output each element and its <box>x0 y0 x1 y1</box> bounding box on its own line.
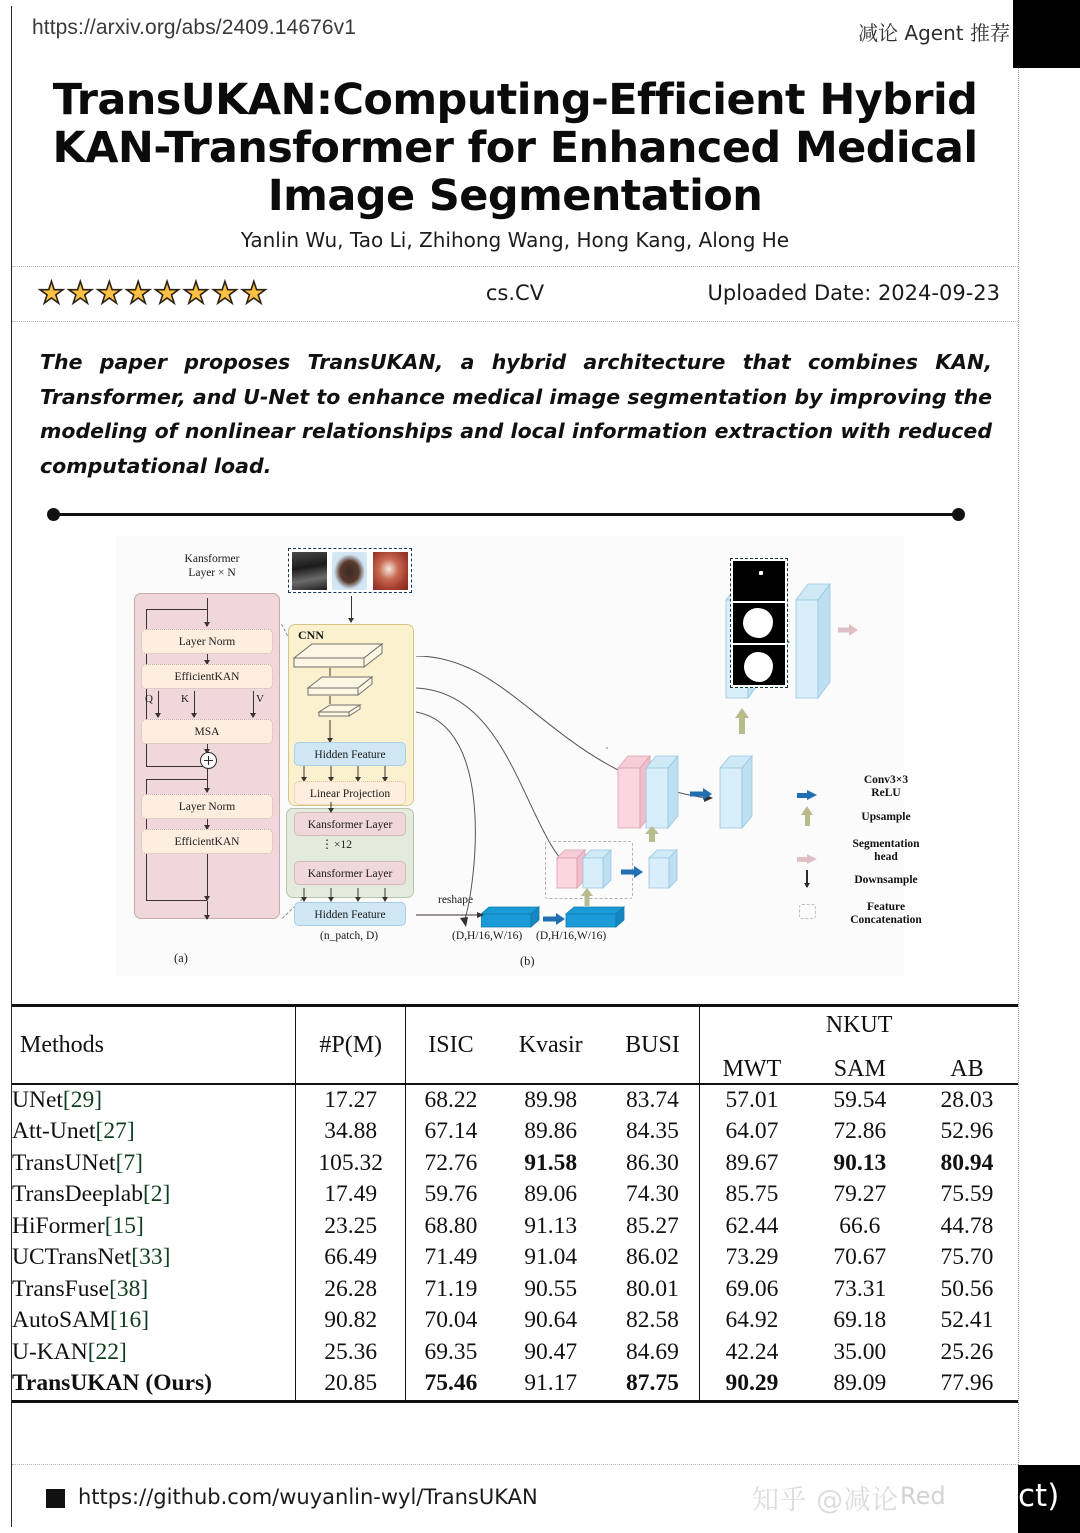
cell-sam: 73.31 <box>833 1275 887 1302</box>
section-rule <box>52 513 960 516</box>
v-label: V <box>256 693 264 705</box>
footer-bullet-icon <box>46 1489 65 1508</box>
kansformer-layer-block-2: Kansformer Layer <box>294 861 406 885</box>
star-icon: ★ <box>124 276 152 311</box>
row-method: HiFormer[15] <box>12 1212 144 1239</box>
results-table <box>12 1004 1018 1403</box>
right-arrow-icon <box>790 846 824 864</box>
cell-isic: 67.14 <box>406 1116 496 1148</box>
input-to-cnn-arrow <box>351 596 352 622</box>
cell-params: 17.49 <box>296 1179 406 1211</box>
cell-busi: 74.30 <box>626 1181 679 1208</box>
cell-isic: 59.76 <box>406 1179 496 1211</box>
cell-ab: 28.03 <box>940 1086 994 1113</box>
cell-isic: 71.49 <box>406 1242 496 1274</box>
cnn-label: CNN <box>298 628 324 642</box>
reshape-arrow <box>416 908 484 922</box>
flow-arrow-out <box>207 901 208 919</box>
meta-row <box>12 267 1018 321</box>
mask-skin-lesion <box>733 603 785 643</box>
cell-params: 26.28 <box>296 1274 406 1306</box>
rule-dot-left <box>47 508 60 521</box>
agent-recommendation-tag: 减论 Agent 推荐 <box>858 21 1010 45</box>
q-arrow <box>158 691 159 717</box>
table-row <box>12 1337 1018 1369</box>
cell-kvasir: 91.17 <box>524 1370 578 1397</box>
ultrasound-sample-image <box>292 552 327 590</box>
page-title: TransUKAN:Computing-Efficient Hybrid KAN-Transformer for Enhanced Medical Image Segmentation <box>52 75 978 221</box>
cell-sam: 79.27 <box>833 1181 887 1208</box>
zhihu-watermark-overlap: Red <box>900 1482 946 1510</box>
v-arrow <box>253 691 254 717</box>
cell-params: 23.25 <box>296 1211 406 1243</box>
cell-params: 90.82 <box>296 1305 406 1337</box>
legend-label-conv: Conv3×3 ReLU <box>863 774 909 799</box>
cell-sam: 70.67 <box>833 1244 887 1271</box>
k-label: K <box>181 693 189 705</box>
cell-isic: 70.04 <box>406 1305 496 1337</box>
title-block <box>12 68 1018 264</box>
up-arrow-icon <box>790 806 824 831</box>
residual-branch-2 <box>146 779 207 780</box>
figure-legend <box>790 770 950 930</box>
cell-sam: 66.6 <box>839 1212 881 1239</box>
flow-arrow-down <box>207 654 208 664</box>
hidden-feature-block-1: Hidden Feature <box>294 742 406 766</box>
results-table-wrapper <box>12 1004 1018 1403</box>
divider-below-meta <box>12 321 1018 322</box>
column-header-sam: SAM <box>833 1056 886 1082</box>
star-icon: ★ <box>240 276 268 311</box>
decoder-level-1 <box>541 836 751 908</box>
table-row <box>12 1242 1018 1274</box>
cell-kvasir: 89.06 <box>524 1181 578 1208</box>
uploaded-date: Uploaded Date: 2024-09-23 <box>707 281 1000 305</box>
cell-busi: 86.30 <box>626 1149 679 1176</box>
cell-ab: 52.41 <box>940 1307 994 1334</box>
column-header-isic: ISIC <box>406 1007 496 1083</box>
cell-sam: 35.00 <box>833 1338 887 1365</box>
column-header-params: #P(M) <box>296 1007 406 1083</box>
cell-kvasir: 89.98 <box>524 1086 578 1113</box>
cell-isic: 75.46 <box>406 1368 496 1400</box>
cell-mwt: 57.01 <box>700 1085 804 1117</box>
cell-mwt: 73.29 <box>700 1242 804 1274</box>
cell-kvasir: 90.55 <box>524 1275 578 1302</box>
proj-to-kansformer-arrow <box>286 802 416 814</box>
cell-ab: 80.94 <box>940 1149 994 1176</box>
cell-kvasir: 91.58 <box>524 1149 578 1176</box>
zhihu-watermark: 知乎 @减论 <box>752 1485 899 1516</box>
kansformer-repeat-label: ×12 <box>334 839 352 851</box>
cell-kvasir: 90.47 <box>524 1338 578 1365</box>
cell-sam: 90.13 <box>833 1149 887 1176</box>
legend-label-downsample: Downsample <box>854 874 918 886</box>
row-method: UCTransNet[33] <box>12 1244 171 1271</box>
table-row <box>12 1085 1018 1117</box>
endoscopy-sample-image <box>373 552 408 590</box>
q-label: Q <box>145 693 153 705</box>
cell-busi: 85.27 <box>626 1212 679 1239</box>
top-right-black-block <box>1013 0 1080 68</box>
flow-arrow-down <box>207 819 208 829</box>
cell-sam: 89.09 <box>833 1370 887 1397</box>
cell-busi: 80.01 <box>626 1275 679 1302</box>
cell-ab: 25.26 <box>940 1338 994 1365</box>
cell-params: 25.36 <box>296 1337 406 1369</box>
cell-isic: 72.76 <box>406 1148 496 1180</box>
cell-mwt: 64.07 <box>700 1116 804 1148</box>
author-list: Yanlin Wu, Tao Li, Zhihong Wang, Hong Kang, Along He <box>240 228 790 252</box>
input-image-strip <box>288 548 412 593</box>
cell-mwt: 89.67 <box>700 1148 804 1180</box>
cell-params: 66.49 <box>296 1242 406 1274</box>
decoder-level-2 <box>602 742 812 844</box>
cell-sam: 59.54 <box>833 1086 887 1113</box>
panel-a-label: (a) <box>174 951 188 965</box>
column-header-methods: Methods <box>20 1031 104 1058</box>
flow-arrow-down <box>207 854 208 900</box>
cell-mwt: 85.75 <box>700 1179 804 1211</box>
cell-sam: 72.86 <box>833 1118 887 1145</box>
cell-params: 34.88 <box>296 1116 406 1148</box>
star-icon: ★ <box>66 276 94 311</box>
cell-mwt: 62.44 <box>700 1211 804 1243</box>
row-method: TransUNet[7] <box>12 1149 143 1176</box>
column-header-ab: AB <box>950 1056 984 1082</box>
legend-label-upsample: Upsample <box>861 811 911 823</box>
cell-mwt: 64.92 <box>700 1305 804 1337</box>
down-arrow-icon <box>790 870 824 892</box>
row-method: TransFuse[38] <box>12 1275 149 1302</box>
kansformer-caption: Kansformer Layer × N <box>184 553 240 579</box>
column-header-mwt: MWT <box>700 1043 804 1083</box>
table-row <box>12 1116 1018 1148</box>
top-url-bar <box>12 6 1018 68</box>
cell-busi: 87.75 <box>626 1370 679 1397</box>
residual-add-icon <box>200 752 217 769</box>
layer-norm-block-2: Layer Norm <box>141 794 273 819</box>
arxiv-url-link[interactable]: https://arxiv.org/abs/2409.14676v1 <box>32 16 357 39</box>
dashed-box-icon <box>790 904 824 919</box>
mask-ultrasound <box>733 561 785 601</box>
row-method: AutoSAM[16] <box>12 1307 150 1334</box>
row-method: U-KAN[22] <box>12 1338 127 1365</box>
vertical-ellipsis-icon: ⋮ <box>321 837 333 851</box>
cell-params: 17.27 <box>296 1085 406 1117</box>
cell-ab: 52.96 <box>940 1118 994 1145</box>
paper-summary: The paper proposes TransUKAN, a hybrid architecture that combines KAN, Transformer, and U-Net to enhance medical image segmentation by improving the modeling of nonlinear relationships and local information extraction with reduced computational load. <box>40 350 992 478</box>
dim-label-2: (D,H/16,W/16) <box>536 930 607 942</box>
cell-busi: 82.58 <box>626 1307 679 1334</box>
table-bottom-rule <box>12 1400 1018 1403</box>
cell-ab: 50.56 <box>940 1275 994 1302</box>
cell-busi: 86.02 <box>626 1244 679 1271</box>
cell-params: 105.32 <box>296 1148 406 1180</box>
rule-dot-right <box>952 508 965 521</box>
efficientkan-block-1: EfficientKAN <box>141 664 273 689</box>
cell-ab: 77.96 <box>940 1370 994 1397</box>
subject-category: cs.CV <box>485 281 545 305</box>
cell-kvasir: 91.13 <box>524 1212 578 1239</box>
cell-kvasir: 90.64 <box>524 1307 578 1334</box>
cnn-down-arrows <box>286 714 416 744</box>
cell-busi: 84.69 <box>626 1338 679 1365</box>
footer-corner-text: ct) <box>1018 1478 1060 1514</box>
dermoscopy-sample-image <box>332 552 367 590</box>
table-row <box>12 1274 1018 1306</box>
cell-kvasir: 91.04 <box>524 1244 578 1271</box>
cell-busi: 84.35 <box>626 1118 679 1145</box>
table-row <box>12 1211 1018 1243</box>
residual-join-1 <box>146 766 207 767</box>
cell-isic: 69.35 <box>406 1337 496 1369</box>
hidden-feature-block-2: Hidden Feature <box>294 902 406 926</box>
npatch-dim-label: (n_patch, D) <box>320 930 379 942</box>
flow-arrow-down <box>207 598 208 626</box>
legend-label-concat: Feature Concatenation <box>850 901 922 926</box>
kansformer-layer-block-1: Kansformer Layer <box>294 812 406 836</box>
star-icon: ★ <box>182 276 210 311</box>
cell-kvasir: 89.86 <box>524 1118 578 1145</box>
residual-join-2 <box>146 900 207 901</box>
row-method: UNet[29] <box>12 1086 103 1113</box>
cell-mwt: 42.24 <box>700 1337 804 1369</box>
flow-arrow-down <box>207 769 208 792</box>
residual-branch-1 <box>146 609 207 627</box>
right-arrow-icon <box>790 782 824 800</box>
column-header-busi: BUSI <box>625 1031 680 1058</box>
cell-busi: 83.74 <box>626 1086 679 1113</box>
star-icon: ★ <box>95 276 123 311</box>
row-method: TransUKAN (Ours) <box>12 1370 212 1397</box>
row-method: Att-Unet[27] <box>12 1118 135 1145</box>
star-icon: ★ <box>38 276 65 311</box>
dim-label-1: (D,H/16,W/16) <box>452 930 523 942</box>
cell-ab: 75.59 <box>940 1181 994 1208</box>
reshape-label: reshape <box>438 894 474 906</box>
cell-isic: 68.80 <box>406 1211 496 1243</box>
star-icon: ★ <box>153 276 181 311</box>
linear-projection-block: Linear Projection <box>294 781 406 805</box>
cell-sam: 69.18 <box>833 1307 887 1334</box>
cell-isic: 71.19 <box>406 1274 496 1306</box>
github-link[interactable]: https://github.com/wuyanlin-wyl/TransUKAN <box>78 1485 538 1509</box>
cell-mwt: 69.06 <box>700 1274 804 1306</box>
cell-ab: 75.70 <box>940 1244 994 1271</box>
layer-norm-block-1: Layer Norm <box>141 629 273 654</box>
table-group-header-row <box>12 1007 1018 1043</box>
row-method: TransDeeplab[2] <box>12 1181 171 1208</box>
table-row <box>12 1148 1018 1180</box>
k-arrow <box>194 691 195 717</box>
segmentation-output-masks <box>730 558 788 688</box>
efficientkan-block-2: EfficientKAN <box>141 829 273 854</box>
column-header-kvasir: Kvasir <box>518 1031 583 1058</box>
table-row-ours <box>12 1368 1018 1400</box>
table-row <box>12 1305 1018 1337</box>
cell-ab: 44.78 <box>940 1212 994 1239</box>
star-icon: ★ <box>211 276 239 311</box>
cell-isic: 68.22 <box>406 1085 496 1117</box>
card-right-border <box>1018 6 1019 1527</box>
cell-params: 20.85 <box>296 1368 406 1400</box>
table-row <box>12 1179 1018 1211</box>
cell-mwt: 90.29 <box>700 1368 804 1400</box>
mask-polyp <box>733 645 785 685</box>
column-group-header-nkut: NKUT <box>700 1007 1018 1043</box>
msa-block: MSA <box>141 719 273 744</box>
legend-label-seghead: Segmentation head <box>852 838 920 863</box>
panel-b-label: (b) <box>520 954 535 968</box>
architecture-figure <box>116 536 904 976</box>
